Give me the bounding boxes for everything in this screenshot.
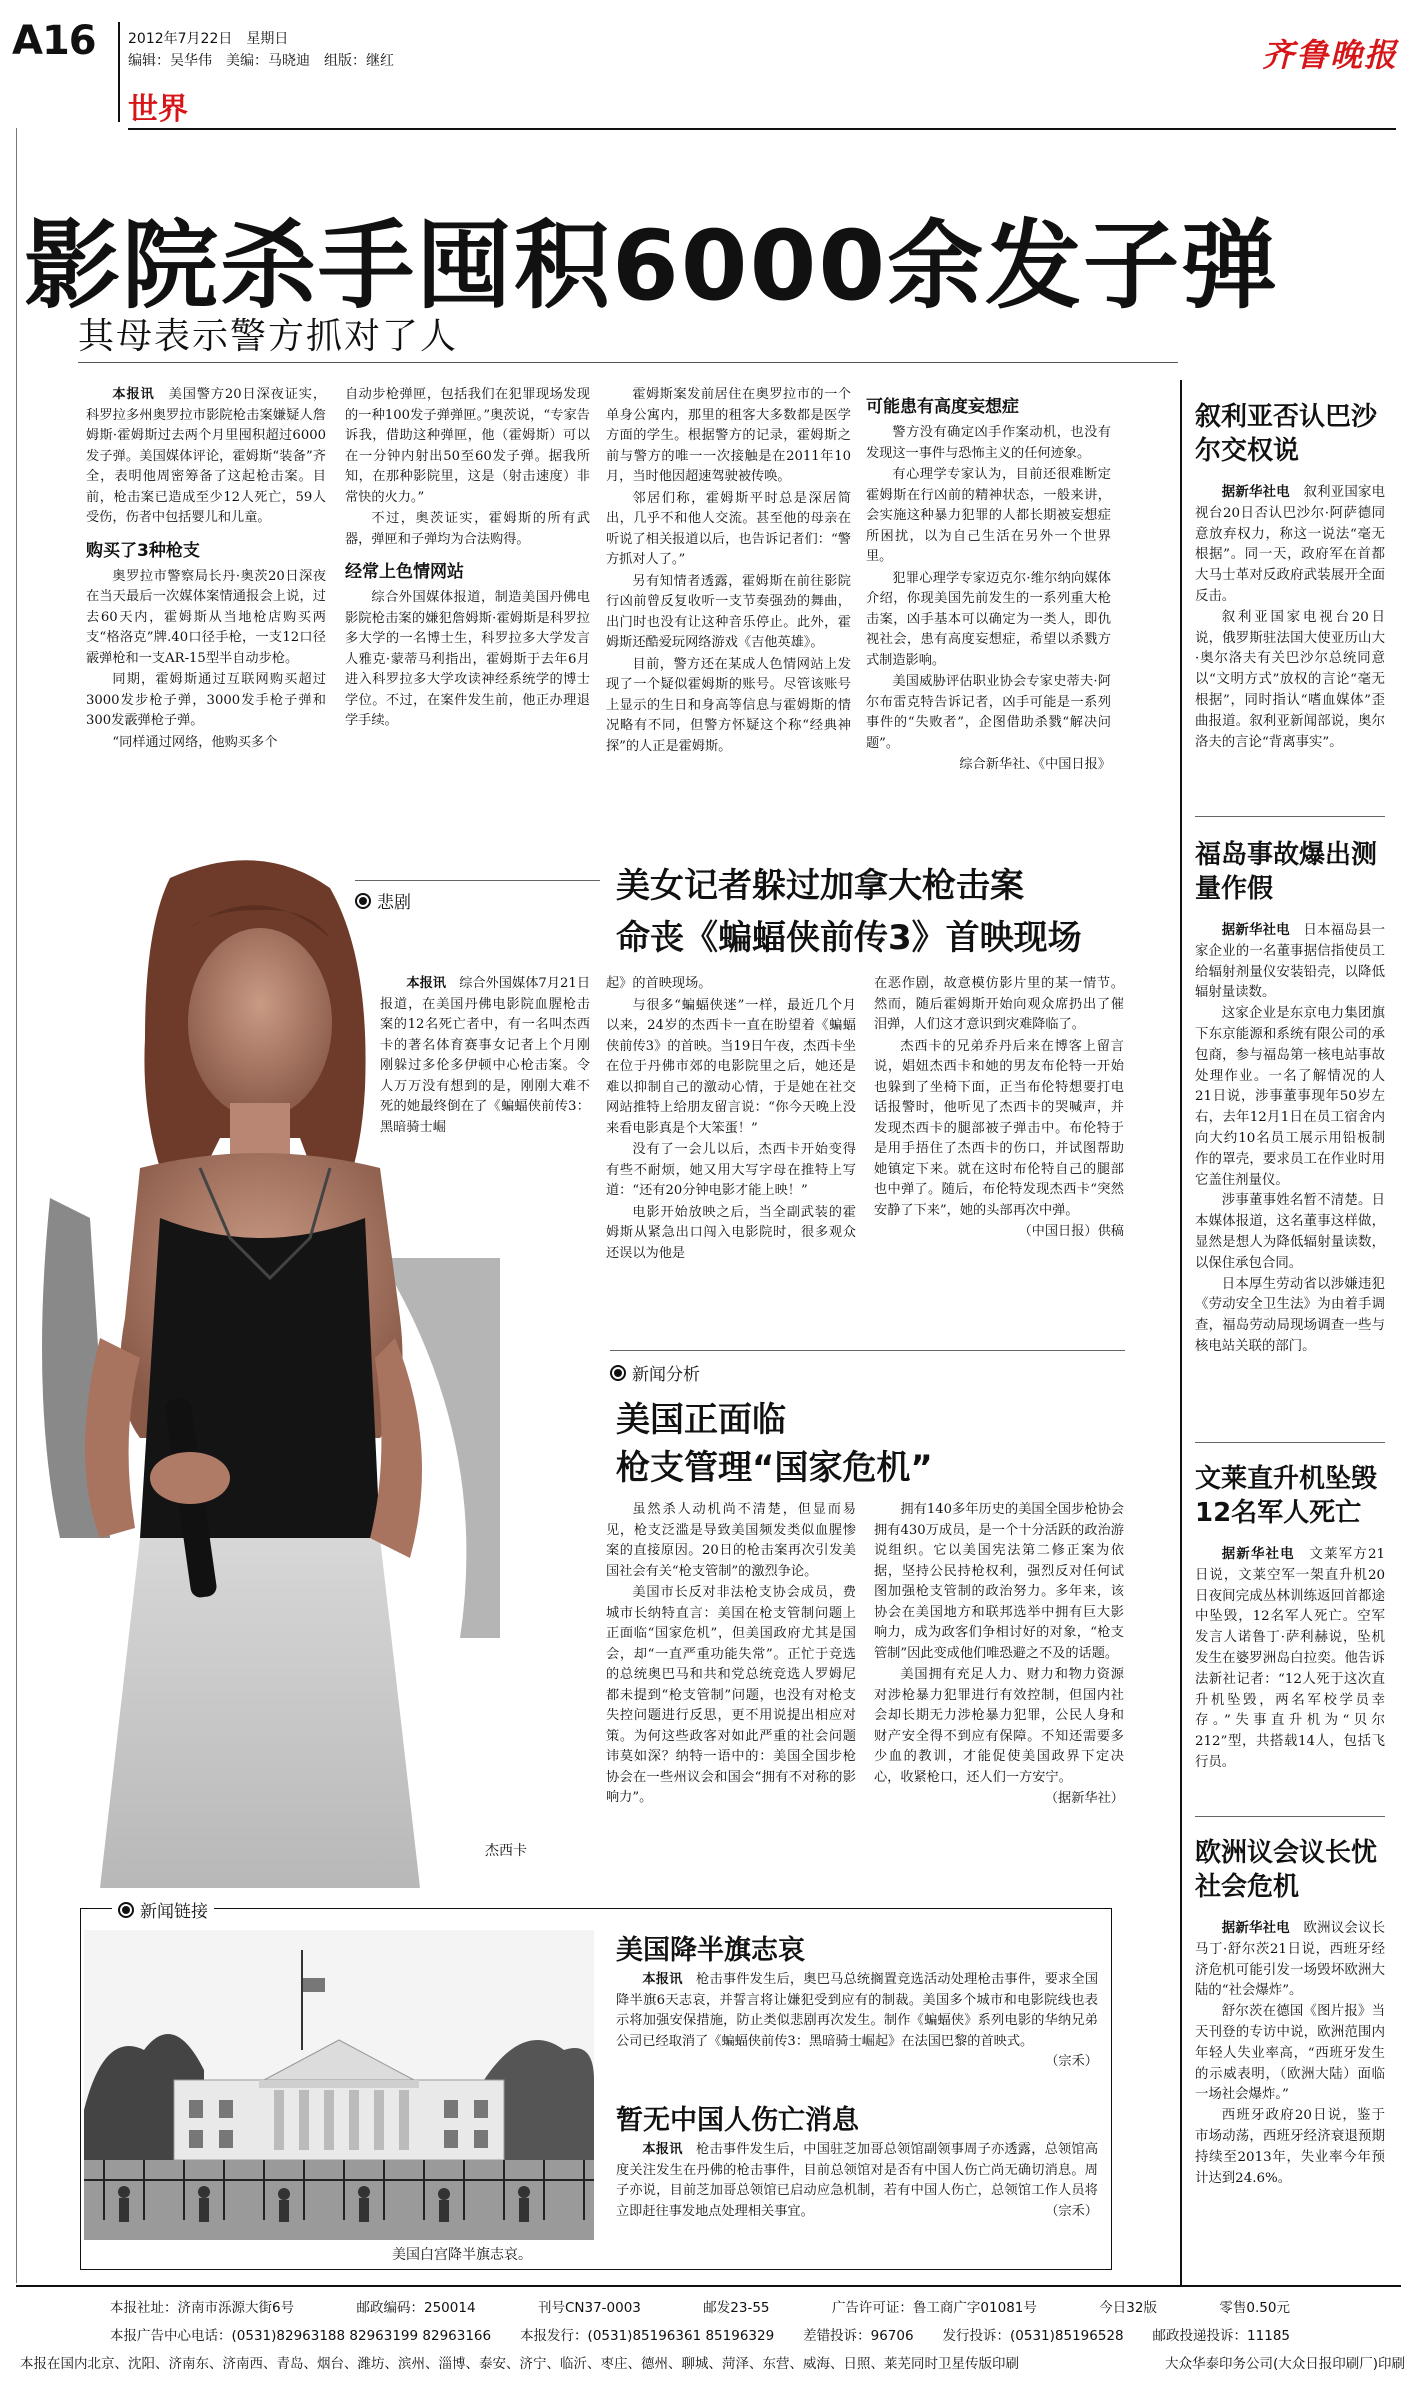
sidebar-title: 叙利亚否认巴沙尔交权说: [1195, 402, 1378, 466]
masthead-divider-vertical: [118, 22, 120, 122]
story2-column-2: [606, 974, 856, 1265]
paragraph: 据新华社电 欧洲议会议长马丁·舒尔茨21日说，西班牙经济危机可能引发一场毁坏欧洲大陆的“社会爆炸”。: [1195, 1920, 1386, 1999]
subheading: 购买了3种枪支: [86, 540, 200, 561]
frame-left: [16, 128, 17, 2283]
footer-printer: 大众华泰印务公司(大众日报印刷厂)印刷: [1164, 2356, 1405, 2372]
sidebar-title: 福岛事故爆出测量作假: [1195, 840, 1378, 904]
date-line: 2012年7月22日 星期日: [128, 31, 289, 47]
footer: [20, 2296, 1405, 2372]
footer-item: 发行投诉：(0531)85196528: [942, 2328, 1124, 2344]
dateline: 据新华社电: [1221, 922, 1290, 938]
story2-tag-rule: [355, 880, 600, 881]
footer-print-sites: 本报在国内北京、沈阳、济南东、济南西、青岛、烟台、潍坊、滨州、淄博、泰安、济宁、临沂、枣庄、德州、聊城、菏泽、东营、威海、日照、莱芜同时卫星传版印刷: [20, 2356, 1019, 2372]
dateline: 据新华社电: [1221, 484, 1290, 500]
footer-item: 本报发行：(0531)85196361 85196329: [520, 2328, 775, 2344]
news-link-tag: 新闻链接: [112, 1897, 214, 1922]
headline-rule: [78, 362, 1178, 363]
lead-story-column-4: [866, 385, 1111, 777]
story3-column-1: [606, 1500, 856, 1810]
story2-column-3: [874, 974, 1124, 1244]
paragraph: 综合外国媒体报道，制造美国丹佛电影院枪击案的嫌犯詹姆斯·霍姆斯是科罗拉多大学的一名博士生，科罗拉多大学发言人雅克·蒙蒂马利指出，霍姆斯于去年6月进入科罗拉多大学攻读神经系统学的博士学位。不过，在案件发生前，他正办理退学手续。: [345, 590, 590, 728]
lead-story-column-3: [606, 385, 851, 758]
paragraph: 美国拥有充足人力、财力和物力资源对涉枪暴力犯罪进行有效控制，但国内社会却长期无力涉枪暴力犯罪，公民人身和财产安全得不到应有保障。不知还需要多少血的教训，才能促使美国政界下定决心，收紧枪口，还人们一方安宁。: [874, 1667, 1124, 1785]
paragraph: 电影开始放映之后，当全副武装的霍姆斯从紧急出口闯入电影院时，很多观众还误以为他是: [606, 1204, 856, 1261]
dateline: 据新华社电: [1221, 1920, 1290, 1936]
white-house-photo: [84, 1930, 594, 2240]
masthead-rule: [128, 128, 1396, 130]
section-label: 世界: [128, 92, 188, 127]
dateline: 据新华社电: [1221, 1546, 1295, 1562]
bullet-icon: [610, 1365, 626, 1381]
bullet-icon: [118, 1902, 134, 1918]
paragraph: 没有了一会儿以后，杰西卡开始变得有些不耐烦，她又用大写字母在推特上写道：“还有20分钟电影才能上映！”: [606, 1142, 856, 1198]
editors-line: 编辑：吴华伟 美编：马晓迪 组版：继红: [128, 53, 394, 69]
sidebar-rule-1: [1195, 816, 1385, 817]
paragraph: 警方没有确定凶手作案动机，也没有发现这一事件与恐怖主义的任何迹象。: [866, 425, 1111, 461]
paragraph: 西班牙政府20日说，鉴于市场动荡，西班牙经济衰退预期持续至2013年，失业率今年预计达到24.6%。: [1195, 2108, 1385, 2186]
story3-title-line2: 枪支管理“国家危机”: [616, 1448, 933, 1488]
sidebar-title: 欧洲议会议长忧社会危机: [1195, 1838, 1378, 1902]
link-item2-source: （宗禾）: [1045, 2203, 1098, 2219]
paragraph: 据新华社电 叙利亚国家电视台20日否认巴沙尔·阿萨德同意放弃权力，称这一说法“毫无根据”。同一天，政府军在首都大马士革对反政府武装展开全面反击。: [1195, 484, 1386, 604]
link-item1-title: 美国降半旗志哀: [616, 1935, 805, 1966]
sidebar-story-1: [1195, 400, 1385, 753]
paragraph: （中国日报）供稿: [1018, 1224, 1124, 1239]
link-item1-lead: 本报讯: [642, 1972, 683, 1987]
story3-top-rule: [610, 1350, 1125, 1351]
paragraph: 与很多“蝙蝠侠迷”一样，最近几个月以来，24岁的杰西卡一直在盼望着《蝙蝠侠前传3》的首映。当19日午夜，杰西卡坐在位于丹佛市郊的电影院里之后，她还是难以抑制自己的激动心情，于是她在社交网站推特上给朋友留言说：“你今天晚上没来看电影真是个大笨蛋！”: [606, 997, 856, 1136]
lead-story-column-2: [345, 385, 590, 733]
footer-item: 刊号CN37-0003: [537, 2300, 641, 2316]
paragraph: 据新华社电 文莱军方21日说，文莱空军一架直升机20日夜间完成丛林训练返回首都途中坠毁，12名军人死亡。空军发言人诺鲁丁·萨利赫说，坠机发生在婆罗洲岛白拉奕。他告诉法新社记者：“12人死于这次直升机坠毁，两名军校学员幸存。”失事直升机为“贝尔212”型，共搭载14人，包括飞行员。: [1195, 1546, 1386, 1770]
sidebar-divider: [1180, 380, 1182, 2285]
paragraph: 在恶作剧，故意模仿影片里的某一情节。然而，随后霍姆斯开始向观众席扔出了催泪弹，人们这才意识到灾难降临了。: [874, 976, 1124, 1032]
paragraph: 自动步枪弹匣，包括我们在犯罪现场发现的一种100发子弹弹匣。”奥茨说，“专家告诉我，借助这种弹匣，他（霍姆斯）可以在一分钟内射出50至60发子弹。据我所知，在那种影院里，这是（射击速度）非常快的火力。”: [345, 387, 590, 505]
sub-headline: 其母表示警方抓对了人: [78, 316, 459, 357]
footer-rule: [16, 2285, 1401, 2287]
paragraph: 有心理学专家认为，目前还很难断定霍姆斯在行凶前的精神状态，一般来讲，会实施这种暴力犯罪的人都长期被妄想症所困扰，以为自己生活在另外一个世界里。: [866, 467, 1111, 564]
sidebar-story-3: [1195, 1462, 1385, 1774]
paragraph: “同样通过网络，他购买多个: [112, 734, 278, 750]
dateline: 本报讯: [112, 387, 155, 402]
footer-item: 本报社址：济南市泺源大街6号: [110, 2300, 295, 2316]
white-house-caption: 美国白宫降半旗志哀。: [392, 2247, 532, 2263]
subheading: 可能患有高度妄想症: [866, 397, 1019, 417]
paragraph: 日本厚生劳动省以涉嫌违犯《劳动安全卫生法》为由着手调查，福岛劳动局现场调查一些与核电站关联的部门。: [1195, 1276, 1385, 1354]
paragraph: 邻居们称，霍姆斯平时总是深居简出，几乎不和他人交流。甚至他的母亲在听说了相关报道以后，也告诉记者们：“警方抓对人了。”: [606, 490, 851, 567]
paragraph: 奥罗拉市警察局长丹·奥茨20日深夜在当天最后一次媒体案情通报会上说，过去60天内，霍姆斯从当地枪店购买两支“格洛克”牌.40口径手枪，一支12口径霰弹枪和一支AR-15型半自动步枪。: [86, 568, 326, 666]
link-item2-text: 枪击事件发生后，中国驻芝加哥总领馆副领事周子亦透露，总领馆高度关注发生在丹佛的枪击事件，目前总领馆对是否有中国人伤亡尚无确切消息。周子亦说，目前芝加哥总领馆已启动应急机制，若有中国人伤亡，总领馆工作人员将立即赶往事发地点处理相关事宜。: [616, 2142, 1099, 2219]
dateline: 本报讯: [406, 976, 446, 991]
paragraph: 美国市长反对非法枪支协会成员，费城市长纳特直言：美国在枪支管制问题上正面临“国家危机”，但美国政府尤其是国会，却“一直严重功能失常”。正忙于竞选的总统奥巴马和共和党总统竞选人罗姆尼都未提到“枪支管制”问题，也没有对枪支失控问题进行反思，更不用说提出相应对策。为何这些政客对如此严重的社会问题讳莫如深？纳特一语中的：美国全国步枪协会在一些州议会和国会“拥有不对称的影响力”。: [606, 1585, 856, 1805]
paragraph: 虽然杀人动机尚不清楚，但显而易见，枪支泛滥是导致美国频发类似血腥惨案的直接原因。20日的枪击案再次引发美国社会有关“枪支管制”的激烈争论。: [606, 1502, 856, 1579]
paragraph: 犯罪心理学专家迈克尔·维尔纳向媒体介绍，你现美国先前发生的一系列重大枪击案，凶手基本可以确定为一类人，即仇视社会，患有高度妄想症，希望以杀戮方式制造影响。: [866, 570, 1111, 668]
link-item2-lead: 本报讯: [642, 2142, 683, 2157]
story2-tag: 悲剧: [355, 888, 411, 913]
link-item1-body: [616, 1970, 1098, 2073]
paragraph: 杰西卡的兄弟乔丹后来在博客上留言说，娼妞杰西卡和她的男友布伦特一开始也躲到了坐椅下面，正当布伦特想要打电话报警时，他听见了杰西卡的哭喊声，并发现杰西卡的腿部被子弹击中。布伦特于是用手捂住了杰西卡的伤口，并试图帮助她镇定下来。就在这时布伦特自己的腿部也中弹了。随后，布伦特发现杰西卡“突然安静了下来”，她的头部再次中弹。: [874, 1038, 1124, 1218]
paragraph: 舒尔茨在德国《图片报》当天刊登的专访中说，欧洲范围内年轻人失业率高，“西班牙发生的示威表明，（欧洲大陆）面临一场社会爆炸。”: [1195, 2004, 1385, 2103]
photo-caption-jessica: 杰西卡: [485, 1843, 527, 1859]
paragraph: 这家企业是东京电力集团旗下东京能源和系统有限公司的承包商，参与福岛第一核电站事故处理作业。一名了解情况的人21日说，涉事董事现年50岁左右，去年12月1日在员工宿舍内向大约10名员工展示用铅板制作的罩壳，要求员工在作业时用它盖住剂量仪。: [1195, 1006, 1385, 1188]
footer-item: 邮政投递投诉：11185: [1152, 2328, 1290, 2344]
paragraph: 本报讯 综合外国媒体7月21日报道，在美国丹佛电影院血腥枪击案的12名死亡者中，有一名叫杰西卡的著名体育赛事女记者上个月刚刚躲过多伦多伊顿中心枪击案。令人万万没有想到的是，刚刚大难不死的她最终倒在了《蝙蝠侠前传3：黑暗骑士崛: [380, 976, 591, 1135]
paragraph: 不过，奥茨证实，霍姆斯的所有武器，弹匣和子弹均为合法购得。: [345, 511, 590, 547]
paragraph: 起》的首映现场。: [606, 976, 712, 991]
footer-row-2: [110, 2324, 1290, 2344]
paragraph: 目前，警方还在某成人色情网站上发现了一个疑似霍姆斯的账号。尽管该账号上显示的生日和身高等信息与霍姆斯的情况略有不同，但警方怀疑这个称“经典神探”的人正是霍姆斯。: [606, 656, 851, 754]
footer-item: 零售0.50元: [1219, 2300, 1290, 2316]
sidebar-title: 文莱直升机坠毁12名军人死亡: [1195, 1464, 1378, 1528]
link-item2-body: [616, 2140, 1098, 2223]
link-item1-source: （宗禾）: [1045, 2054, 1098, 2069]
sidebar-rule-3: [1195, 1816, 1385, 1817]
footer-item: 今日32版: [1099, 2300, 1157, 2316]
paragraph: 综合新华社、《中国日报》: [959, 757, 1111, 772]
paragraph: 据新华社电 日本福岛县一家企业的一名董事据信指使员工给辐射剂量仪安装铅壳，以降低辐射量读数。: [1195, 922, 1386, 1001]
footer-item: 邮发23-55: [703, 2300, 770, 2316]
paragraph: 本报讯 美国警方20日深夜证实，科罗拉多州奥罗拉市影院枪击案嫌疑人詹姆斯·霍姆斯过去两个月里囤积超过6000发子弹。美国媒体评论，霍姆斯“装备”齐全，表明他周密筹备了这起枪击案。目前，枪击案已造成至少12人死亡，59人受伤，伤者中包括婴儿和儿童。: [86, 387, 327, 525]
lead-story-column-1: [86, 385, 326, 754]
main-headline: 影院杀手囤积6000余发子弹: [24, 210, 1280, 322]
paragraph: 美国威胁评估职业协会专家史蒂夫·阿尔布雷克特告诉记者，凶手可能是一系列事件的“失败者”，企图借助杀戮“解决问题”。: [866, 674, 1111, 751]
sidebar-rule-2: [1195, 1442, 1385, 1443]
page-number: A16: [12, 18, 96, 64]
footer-item: 本报广告中心电话：(0531)82963188 82963199 82963166: [110, 2328, 492, 2344]
link-item1-text: 枪击事件发生后，奥巴马总统搁置竞选活动处理枪击事件，要求全国降半旗6天志哀，并誓言将让嫌犯受到应有的制裁。美国多个城市和电影院线也表示将加强安保措施，防止类似悲剧再次发生。制作《蝙蝠侠》系列电影的华纳兄弟公司已经取消了《蝙蝠侠前传3：黑暗骑士崛起》在法国巴黎的首映式。: [616, 1972, 1099, 2049]
story2-column-1: [380, 974, 590, 1139]
story2-title-line1: 美女记者躲过加拿大枪击案: [616, 866, 1024, 906]
subheading: 经常上色情网站: [345, 562, 464, 582]
story3-column-2: [874, 1500, 1124, 1811]
paragraph: 涉事董事姓名暂不清楚。日本媒体报道，这名董事这样做，显然是想人为降低辐射量读数，以保住承包合同。: [1195, 1193, 1385, 1271]
paragraph: 叙利亚国家电视台20日说，俄罗斯驻法国大使亚历山大·奥尔洛夫有关巴沙尔总统同意以“文明方式”放权的言论“毫无根据”，同时指认“嗜血媒体”歪曲报道。叙利亚新闻部说，奥尔洛夫的言论“背离事实”。: [1195, 609, 1385, 750]
paragraph: 拥有140多年历史的美国全国步枪协会拥有430万成员，是一个十分活跃的政治游说组织。它以美国宪法第二修正案为依据，坚持公民持枪权利，强烈反对任何试图加强枪支管制的政治努力。多年来，该协会在美国地方和联邦选举中拥有巨大影响力，成为政客们争相讨好的对象，“枪支管制”因此变成他们唯恐避之不及的话题。: [874, 1502, 1124, 1661]
brand-logo: 齐鲁晚报: [1262, 36, 1399, 74]
footer-item: 广告许可证：鲁工商广字01081号: [831, 2300, 1037, 2316]
paragraph: 另有知情者透露，霍姆斯在前往影院行凶前曾反复收听一支节奏强劲的舞曲，出门时也没有让这种音乐停止。此外，霍姆斯还酷爱玩网络游戏《吉他英雄》。: [606, 573, 851, 650]
paragraph: 同期，霍姆斯通过互联网购买超过3000发步枪子弹，3000发手枪子弹和300发霰弹枪子弹。: [86, 672, 326, 728]
link-item2-title: 暂无中国人伤亡消息: [616, 2105, 859, 2136]
story3-tag: 新闻分析: [610, 1360, 700, 1385]
paragraph: （据新华社）: [1044, 1791, 1124, 1806]
story3-title-line1: 美国正面临: [616, 1400, 786, 1440]
sidebar-story-4: [1195, 1836, 1385, 2189]
story2-title-line2: 命丧《蝙蝠侠前传3》首映现场: [616, 918, 1082, 958]
paragraph: 霍姆斯案发前居住在奥罗拉市的一个单身公寓内，那里的租客大多数都是医学方面的学生。根据警方的记录，霍姆斯之前与警方的唯一一次接触是在2011年10月，当时他因超速驾驶被传唤。: [606, 387, 851, 484]
footer-row-1: [110, 2296, 1290, 2316]
footer-item: 邮政编码：250014: [356, 2300, 476, 2316]
bullet-icon: [355, 893, 371, 909]
sidebar-story-2: [1195, 838, 1385, 1358]
footer-item: 差错投诉：96706: [803, 2328, 914, 2344]
